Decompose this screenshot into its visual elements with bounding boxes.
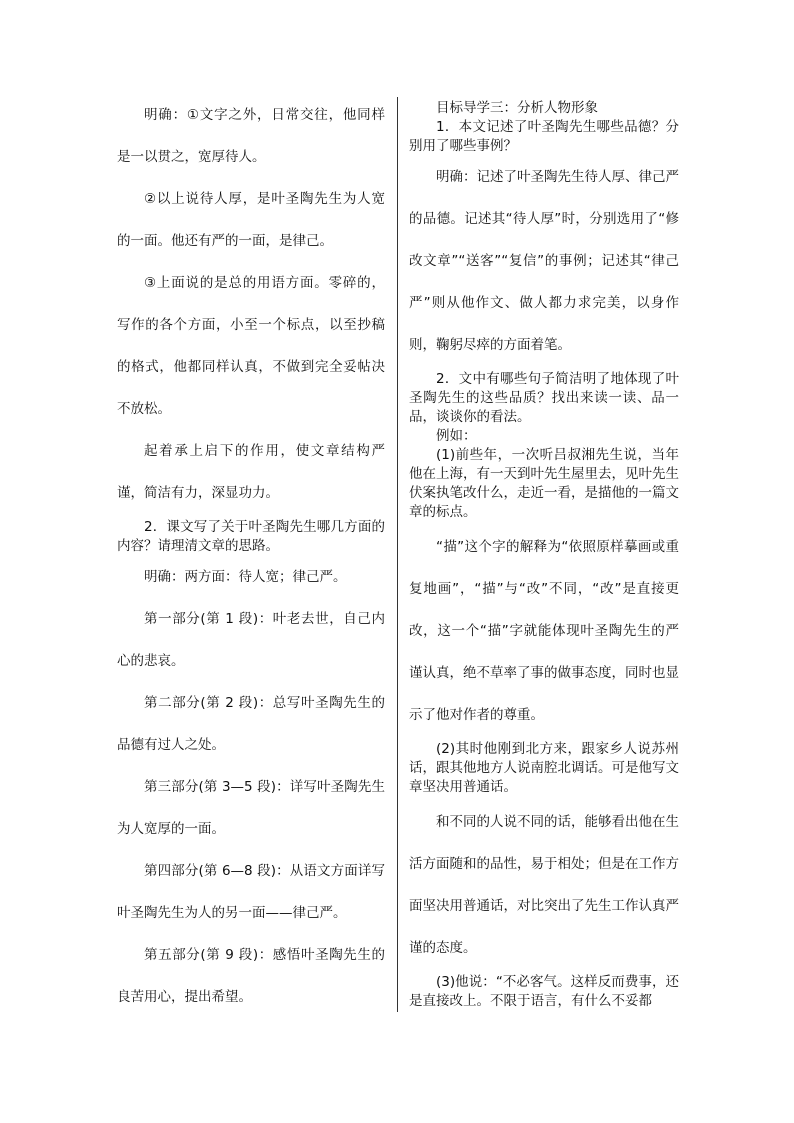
paragraph: 明确：两方面：待人宽；律己严。 xyxy=(144,569,347,585)
paragraph: ②以上说待人厚，是叶圣陶先生为人宽的一面。他还有严的一面，是律己。 xyxy=(117,191,385,249)
question: 2．课文写了关于叶圣陶先生哪几方面的内容？请理清文章的思路。 xyxy=(117,519,385,554)
paragraph: 第二部分(第 2 段)：总写叶圣陶先生的品德有过人之处。 xyxy=(117,695,385,753)
left-column xyxy=(117,94,385,1018)
paragraph: 明确：记述了叶圣陶先生待人厚、律己严的品德。记述其“待人厚”时，分别选用了“修改文章”“送客”“复信”的事例；记述其“律己严”则从他作文、做人都力求完美，以身作则，鞠躬尽瘁的方面着笔。 xyxy=(409,169,679,353)
question: 1．本文记述了叶圣陶先生哪些品德？分别用了哪些事例？ xyxy=(409,119,679,154)
paragraph: 第四部分(第 6—8 段)：从语文方面详写叶圣陶先生为人的另一面——律己严。 xyxy=(117,863,385,921)
column-divider xyxy=(397,97,398,1012)
example: (1)前些年，一次听吕叔湘先生说，当年他在上海，有一天到叶先生屋里去，见叶先生伏案执笔改什么，走近一看，是描他的一篇文章的标点。 xyxy=(409,447,679,520)
right-column xyxy=(409,99,679,1011)
section-heading: 目标导学三：分析人物形象 xyxy=(436,100,598,116)
paragraph: 起着承上启下的作用，使文章结构严谨，简洁有力，深显功力。 xyxy=(117,443,385,501)
question: 2．文中有哪些句子简洁明了地体现了叶圣陶先生的这些品质？找出来读一读、品一品，谈谈你的看法。 xyxy=(409,371,679,425)
paragraph: 第五部分(第 9 段)：感悟叶圣陶先生的良苦用心，提出希望。 xyxy=(117,947,385,1005)
paragraph: 和不同的人说不同的话，能够看出他在生活方面随和的品性，易于相处；但是在工作方面坚决用普通话，对比突出了先生工作认真严谨的态度。 xyxy=(409,814,679,956)
paragraph: 明确：①文字之外，日常交往，他同样是一以贯之，宽厚待人。 xyxy=(117,107,385,165)
paragraph: 第三部分(第 3—5 段)：详写叶圣陶先生为人宽厚的一面。 xyxy=(117,779,385,837)
example: (3)他说：“不必客气。这样反而费事，还是直接改上。不限于语言，有什么不妥都 xyxy=(409,974,679,1009)
paragraph: 例如： xyxy=(436,428,477,444)
paragraph: ③上面说的是总的用语方面。零碎的，写作的各个方面，小至一个标点，以至抄稿的格式，他都同样认真，不做到完全妥帖决不放松。 xyxy=(117,275,385,417)
paragraph: 第一部分(第 1 段)：叶老去世，自己内心的悲哀。 xyxy=(117,611,385,669)
example: (2)其时他刚到北方来，跟家乡人说苏州话，跟其他地方人说南腔北调话。可是他写文章坚决用普通话。 xyxy=(409,741,679,795)
paragraph: “描”这个字的解释为“依照原样摹画或重复地画”，“描”与“改”不同，“改”是直接更改，这一个“描”字就能体现叶圣陶先生的严谨认真，绝不草率了事的做事态度，同时也显示了他对作者的尊重。 xyxy=(409,539,679,723)
